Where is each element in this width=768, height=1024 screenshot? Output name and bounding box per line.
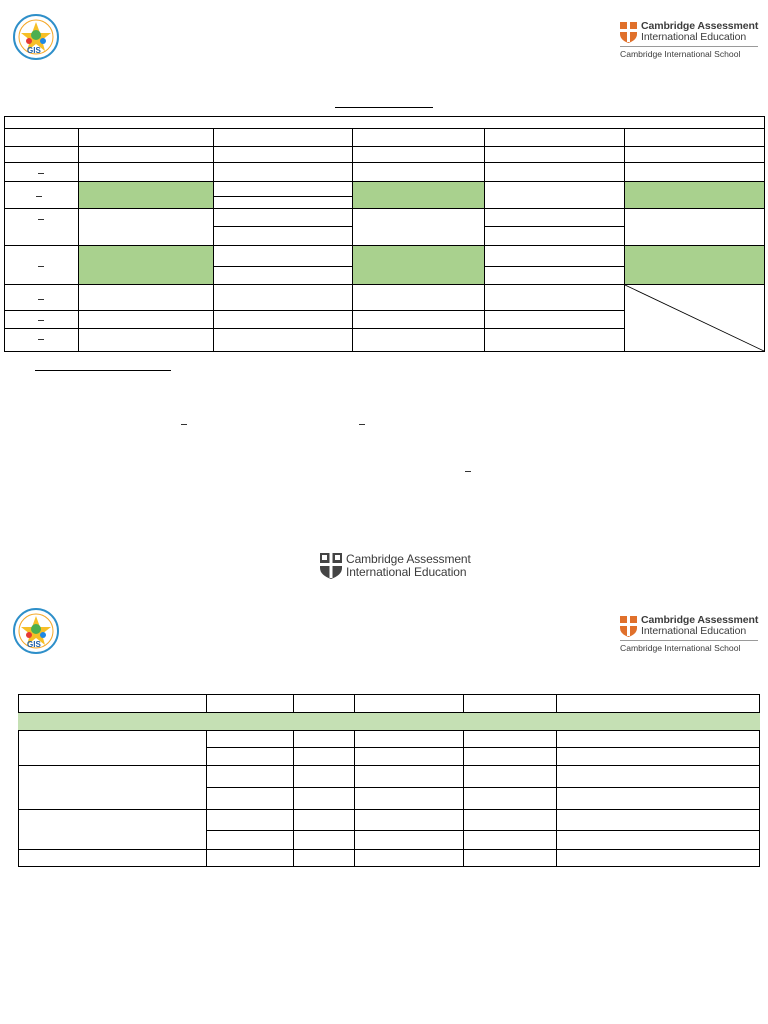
row-marker [38,339,44,340]
cambridge-crest-icon [620,22,637,43]
table-col-divider [354,694,355,712]
table-col-divider [463,694,464,712]
schedule-cell-highlight [353,246,484,284]
table-col-divider [293,731,294,867]
table-row-divider [206,787,760,788]
table-subrow-divider [484,266,625,267]
cambridge-logo-subline: Cambridge International School [620,46,758,59]
row-marker [38,266,44,267]
schedule-cell-highlight [79,246,213,284]
cambridge-logo-line1: Cambridge Assessment [641,20,759,32]
row-marker [38,299,44,300]
row-marker [36,196,42,197]
schedule-cell-highlight [353,182,484,208]
notes-marker [465,471,471,472]
table-row-divider [4,328,625,329]
cambridge-logo-line1: Cambridge Assessment [641,614,759,626]
table-subrow-divider [213,196,353,197]
cambridge-crest-mono-icon [320,553,342,579]
table-col-divider [213,128,214,352]
table-col-divider [78,128,79,352]
notes-marker [181,424,187,425]
table-row-divider [18,849,760,850]
table-row-divider [4,181,765,182]
table-row-divider [206,747,760,748]
table-row-divider [4,245,765,246]
row-marker [38,320,44,321]
table-col-divider [352,128,353,352]
row-marker [38,173,44,174]
cambridge-crest-icon [620,616,637,637]
center-logo-line2: International Education [346,565,467,579]
schedule-cell-highlight [79,182,213,208]
table-col-divider [293,694,294,712]
row-marker [38,219,44,220]
table-row-divider [4,208,765,209]
table-col-divider [206,694,207,712]
gis-logo [12,607,60,660]
gis-logo-text: GIS [27,640,41,649]
empty-cell-diagonal [624,284,765,352]
table-subrow-divider [484,226,625,227]
table-subrow-divider [213,266,353,267]
table-col-divider [463,731,464,867]
gis-logo-text: GIS [27,46,41,55]
cambridge-logo-line2: International Education [641,31,747,43]
table-col-divider [556,731,557,867]
table-row-divider [206,830,760,831]
schedule-cell-highlight [625,246,764,284]
center-logo-line1: Cambridge Assessment [346,552,471,566]
schedule-cell-highlight [625,182,764,208]
table-row-divider [4,128,765,129]
table-row-divider [18,809,760,810]
exam-table-section-band [18,712,760,731]
table-col-divider [556,694,557,712]
table-col-divider [354,731,355,867]
notes-heading-underline [35,370,171,371]
table-subrow-divider [213,226,353,227]
title-underline [335,107,433,108]
table-row-divider [4,310,625,311]
cambridge-logo-subline: Cambridge International School [620,640,758,653]
table-col-divider [206,731,207,867]
cambridge-logo [620,21,758,59]
cambridge-logo [620,615,758,653]
cambridge-center-logo [320,553,471,579]
cambridge-logo-line2: International Education [641,625,747,637]
gis-logo [12,13,60,66]
table-col-divider [484,128,485,352]
table-row-divider [4,162,765,163]
table-row-divider [4,146,765,147]
notes-marker [359,424,365,425]
table-row-divider [18,765,760,766]
